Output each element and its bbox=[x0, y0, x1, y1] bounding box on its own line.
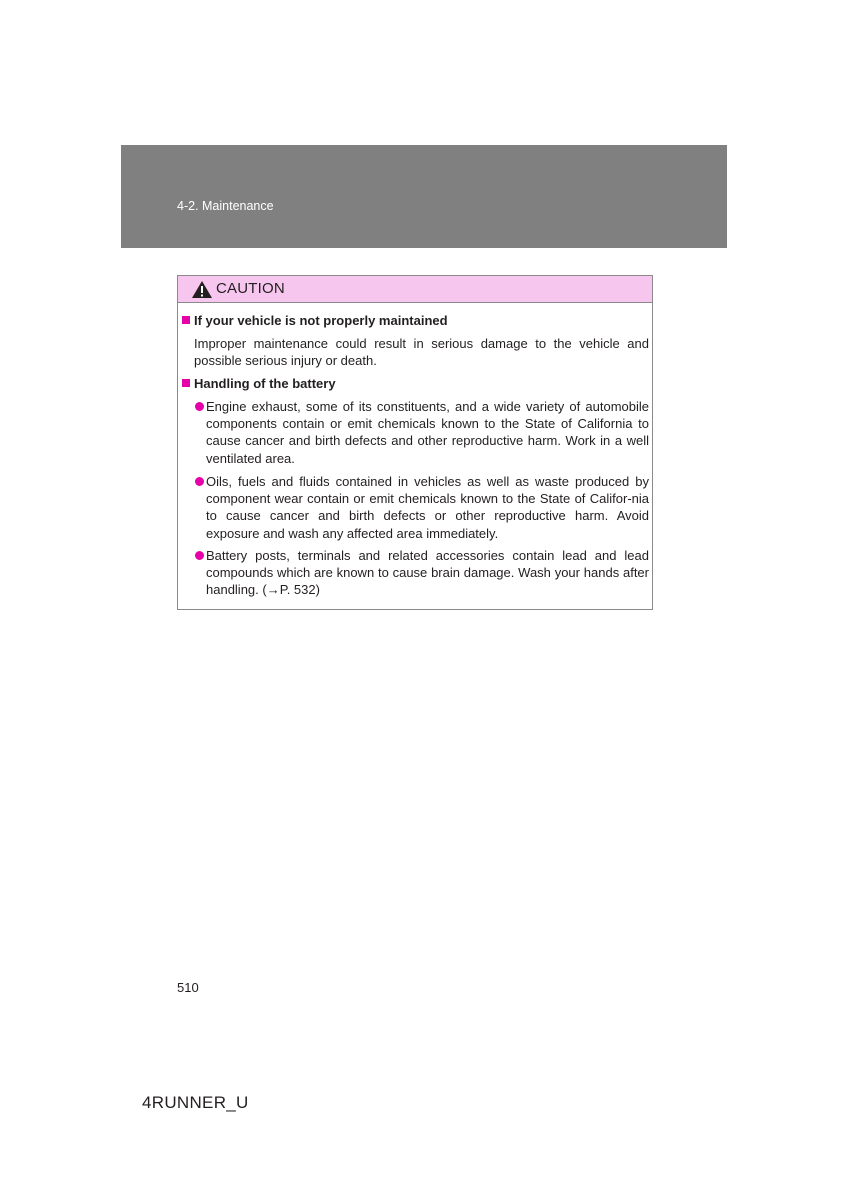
list-item-text: Battery posts, terminals and related accessories contain lead and lead compounds which are known to cause brain damage. Wash your hands after handling. (→P. 532) bbox=[206, 548, 649, 598]
square-bullet-icon bbox=[182, 316, 190, 324]
list-item-text: Oils, fuels and fluids contained in vehicles as well as waste produced by component wear contain or emit chemicals known to the State of Califor-nia to cause cancer and birth defects or other reproductive harm. Avoid exposure and wash any affected area immediately. bbox=[206, 474, 649, 541]
square-bullet-icon bbox=[182, 379, 190, 387]
section-heading bbox=[182, 312, 448, 329]
list-item bbox=[195, 398, 649, 467]
list-item bbox=[195, 473, 649, 542]
circle-bullet-icon bbox=[195, 551, 204, 560]
circle-bullet-icon bbox=[195, 477, 204, 486]
header-band bbox=[121, 145, 727, 248]
warning-triangle-icon bbox=[191, 280, 213, 299]
section-heading bbox=[182, 375, 336, 392]
section-paragraph: Improper maintenance could result in serious damage to the vehicle and possible serious injury or death. bbox=[194, 336, 649, 369]
caution-header bbox=[178, 276, 652, 303]
section-heading-text: If your vehicle is not properly maintained bbox=[194, 313, 448, 328]
section-heading-text: Handling of the battery bbox=[194, 376, 336, 391]
list-item bbox=[195, 547, 649, 599]
document-code: 4RUNNER_U bbox=[142, 1093, 249, 1112]
section-label: 4-2. Maintenance bbox=[177, 199, 274, 213]
caution-box bbox=[177, 275, 653, 610]
caution-title: CAUTION bbox=[216, 280, 285, 297]
circle-bullet-icon bbox=[195, 402, 204, 411]
list-item-text: Engine exhaust, some of its constituents, and a wide variety of automobile components contain or emit chemicals known to the State of California to cause cancer and birth defects and other reproductive harm. Work in a well ventilated area. bbox=[206, 399, 649, 466]
page-number: 510 bbox=[177, 980, 199, 995]
